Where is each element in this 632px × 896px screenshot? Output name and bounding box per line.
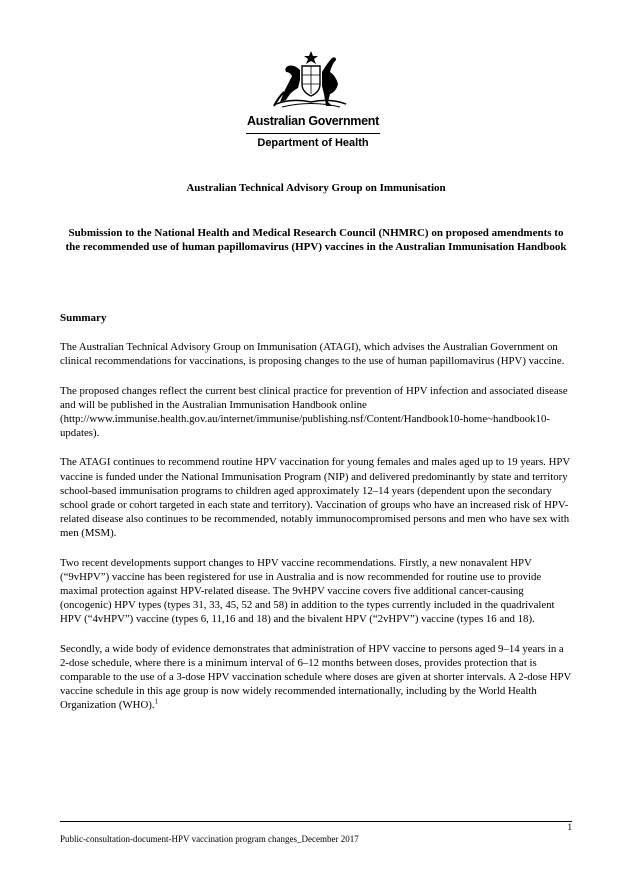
paragraph-recent-developments: Two recent developments support changes to HPV vaccine recommendations. Firstly, a new nonavalent HPV (“9vHPV”) vaccine has been registered for use in Australia and is now recommended for routine use to provide maximal protection against HPV-related disease. The 9vHPV vaccine covers five additional cancer-causing (oncogenic) HPV types (types 31, 33, 45, 52 and 58) in addition to the types currently included in the quadrivalent HPV (“4vHPV”) vaccine (types 6, 11,16 and 18) and the bivalent HPV (“2vHPV”) vaccine (types 16 and 18). — [60, 556, 555, 626]
paragraph-routine-vaccination: The ATAGI continues to recommend routine HPV vaccination for young females and males aged up to 19 years. HPV vaccine is funded under the National Immunisation Program (NIP) and delivered predominantly by state and territory school-based immunisation programs to children aged approximately 12–14 years (dependent upon the secondary school grade or cohort targeted in each state and territory). Vaccination of groups who have an increased risk of HPV-related disease also continues to be recommended, notably immunocompromised persons and men who have sex with men (MSM). — [60, 456, 570, 540]
document-body — [60, 311, 572, 728]
group-heading: Australian Technical Advisory Group on Immunisation — [186, 182, 446, 194]
footer-divider — [60, 821, 572, 822]
department-name: Department of Health — [257, 137, 369, 149]
summary-heading: Summary — [60, 312, 107, 324]
footnote-marker: 1 — [154, 697, 159, 706]
page-number: 1 — [567, 822, 572, 832]
submission-title: Submission to the National Health and Medical Research Council (NHMRC) on proposed amendments to the recommended use of human papillomavirus (HPV) vaccines in the Australian Immunisation Handbook — [65, 227, 567, 253]
paragraph-two-dose-text: Secondly, a wide body of evidence demonstrates that administration of HPV vaccine to persons aged 9–14 years in a 2-dose schedule, where there is a minimum interval of 6–12 months between doses, provides protection that is comparable to the use of a 3-dose HPV vaccination schedule where doses are given at shorter intervals. A 2-dose HPV vaccine schedule in this age group is now widely recommended internationally, including by the World Health Organization (WHO). — [60, 642, 572, 712]
footer-document-label: Public-consultation-document-HPV vaccination program changes_December 2017 — [60, 834, 359, 844]
paragraph-changes: The proposed changes reflect the current best clinical practice for prevention of HPV infection and associated disease and will be published in the Australian Immunisation Handbook online (http://www.immunise.health.gov.au/internet/immunise/publishing.nsf/Content/Handbook10-home~handbook10-updates). — [60, 384, 568, 440]
coat-of-arms-icon — [272, 50, 350, 110]
paragraph-intro: The Australian Technical Advisory Group on Immunisation (ATAGI), which advises the Australian Government on clinical recommendations for vaccinations, is proposing changes to the use of human papillomavirus (HPV) vaccine. — [60, 341, 565, 368]
government-name: Australian Government — [247, 114, 379, 128]
header-divider — [246, 133, 380, 134]
paragraph-two-dose-schedule — [60, 642, 572, 713]
